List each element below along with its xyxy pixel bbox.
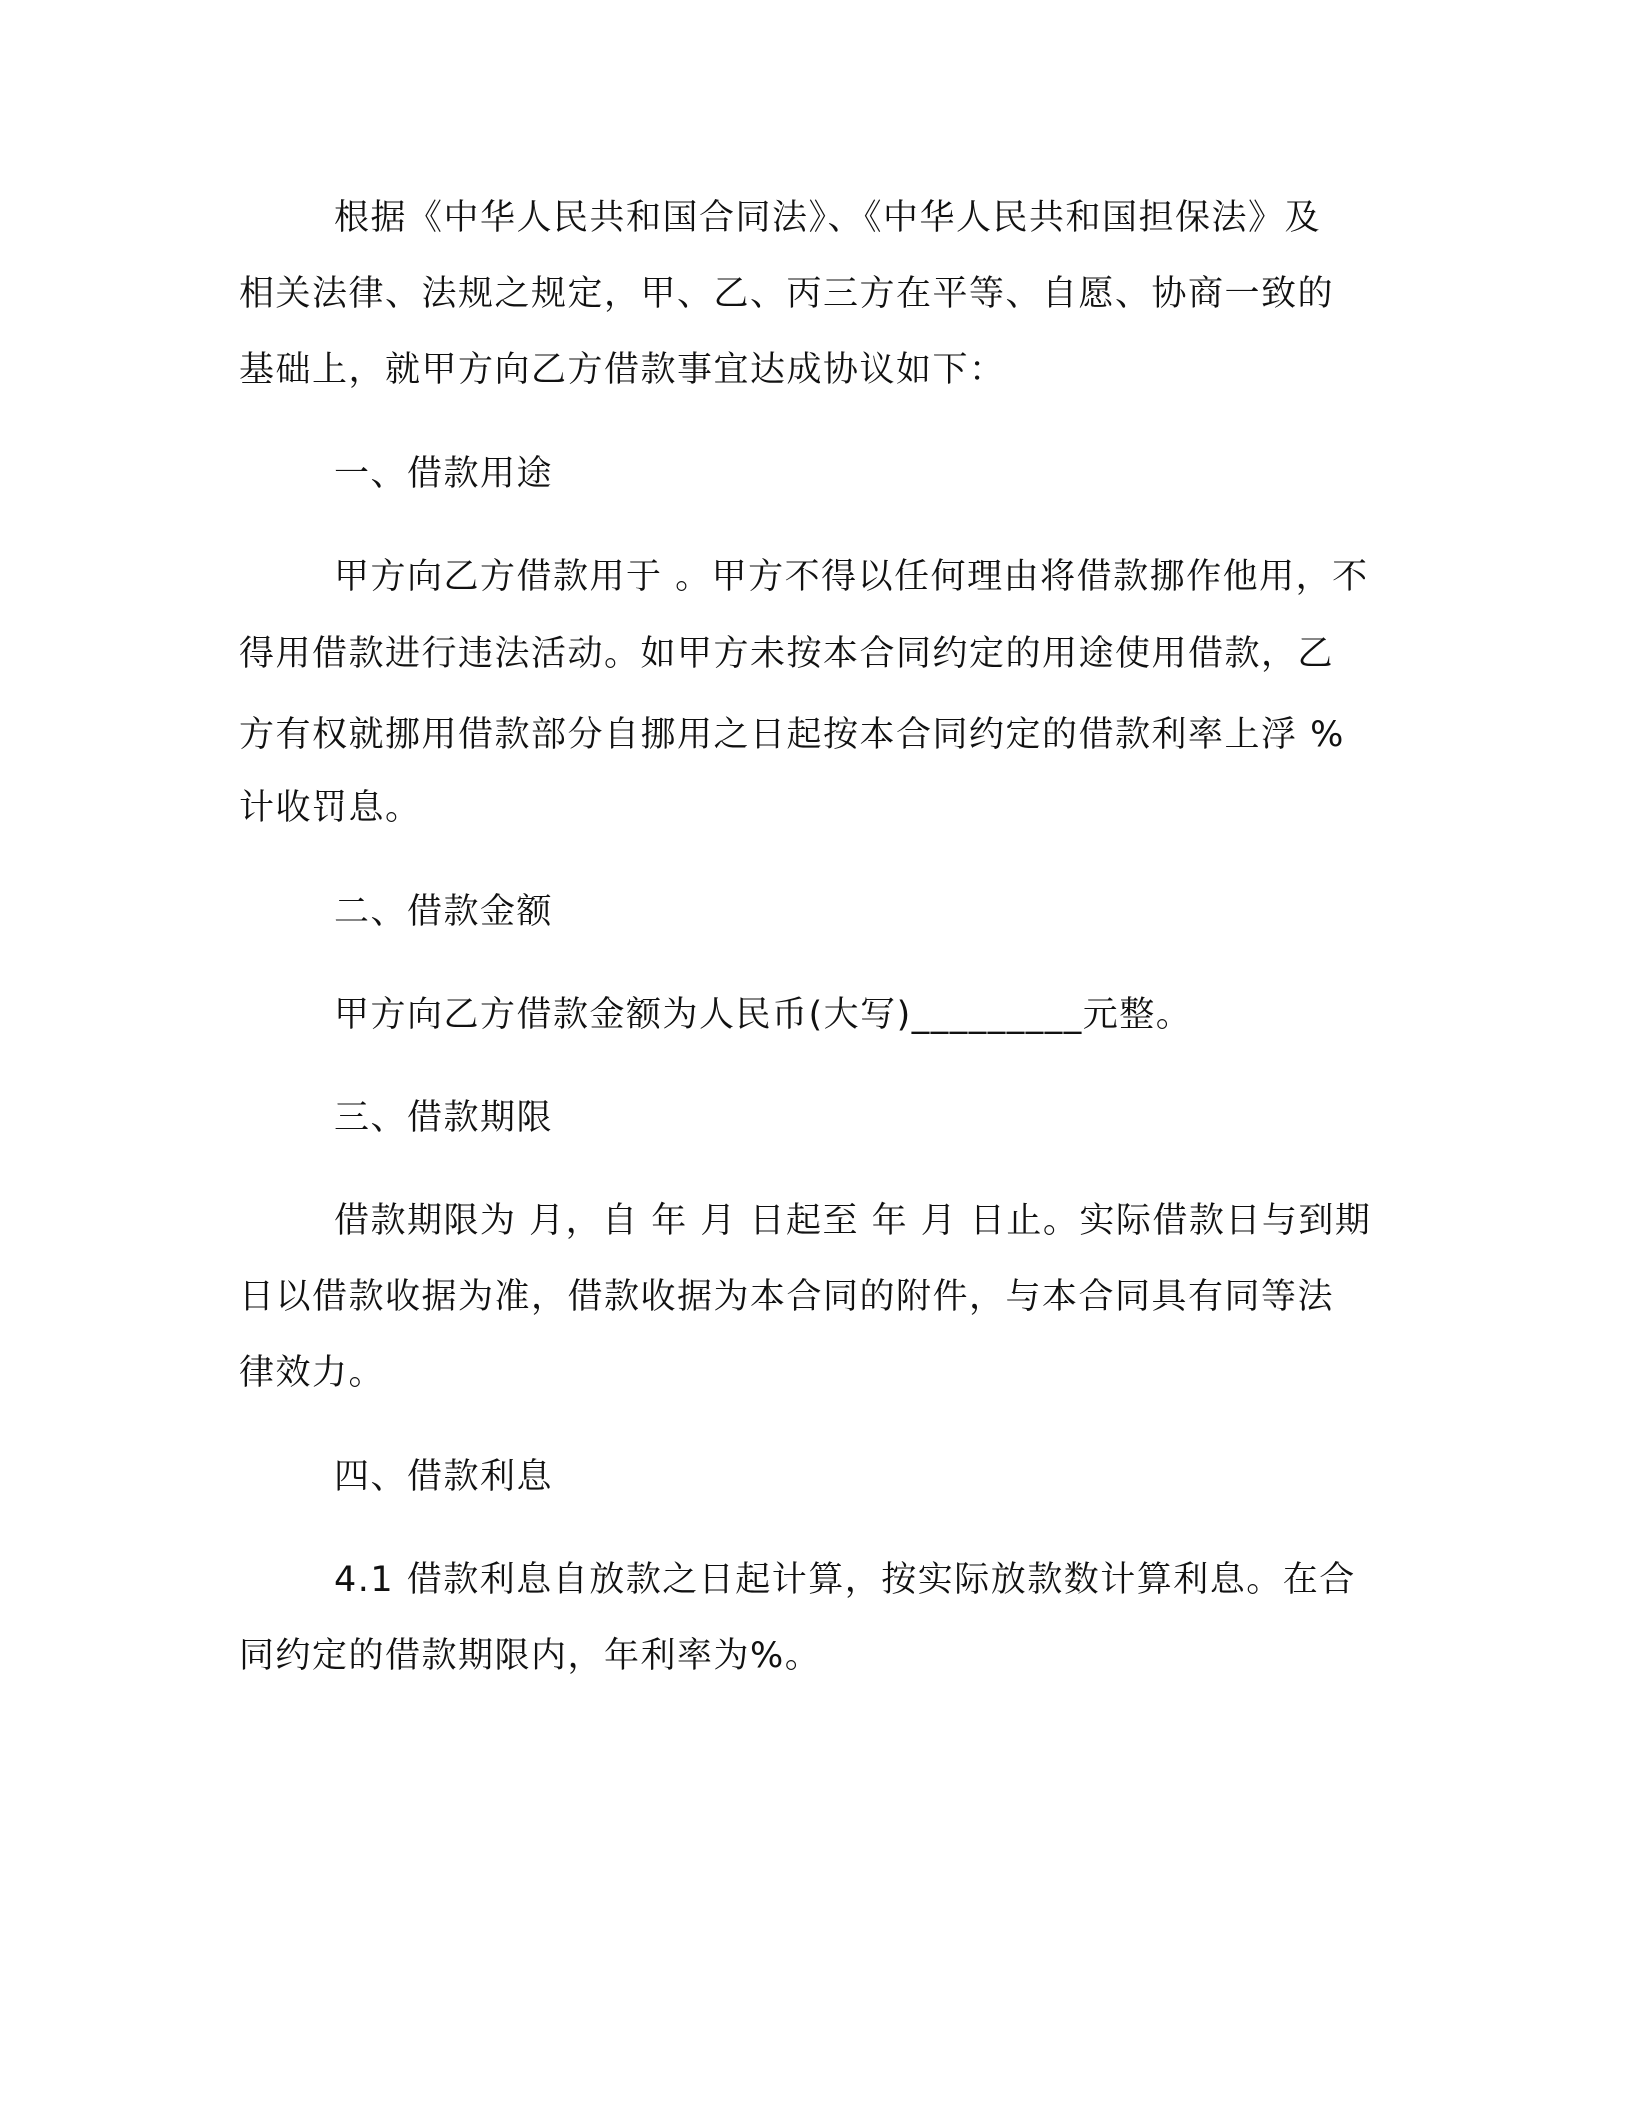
section1-line-2: 得用借款进行违法活动。如甲方未按本合同约定的用途使用借款，乙	[239, 634, 1335, 674]
section3-heading: 三、借款期限	[334, 1098, 554, 1138]
section2-heading: 二、借款金额	[334, 892, 554, 932]
intro-line-3: 基础上，就甲方向乙方借款事宜达成协议如下：	[239, 350, 1006, 390]
section1-line-1: 甲方向乙方借款用于 。甲方不得以任何理由将借款挪作他用，不	[334, 557, 1369, 597]
section3-line-2: 日以借款收据为准，借款收据为本合同的附件，与本合同具有同等法	[239, 1277, 1335, 1317]
section4-heading: 四、借款利息	[334, 1457, 554, 1497]
section2-line-1: 甲方向乙方借款金额为人民币(大写)_________元整。	[334, 995, 1193, 1035]
section3-line-1: 借款期限为 月，自 年 月 日起至 年 月 日止。实际借款日与到期	[334, 1201, 1372, 1241]
section4-line-1: 4.1 借款利息自放款之日起计算，按实际放款数计算利息。在合	[334, 1560, 1356, 1600]
section3-line-3: 律效力。	[239, 1353, 386, 1393]
section1-line-3: 方有权就挪用借款部分自挪用之日起按本合同约定的借款利率上浮 %	[239, 715, 1345, 755]
section1-line-4: 计收罚息。	[239, 788, 422, 828]
intro-line-2: 相关法律、法规之规定，甲、乙、丙三方在平等、自愿、协商一致的	[239, 274, 1335, 314]
section1-heading: 一、借款用途	[334, 454, 554, 494]
section4-line-2: 同约定的借款期限内，年利率为%。	[239, 1636, 822, 1676]
intro-line-1: 根据《中华人民共和国合同法》、《中华人民共和国担保法》及	[334, 198, 1322, 238]
